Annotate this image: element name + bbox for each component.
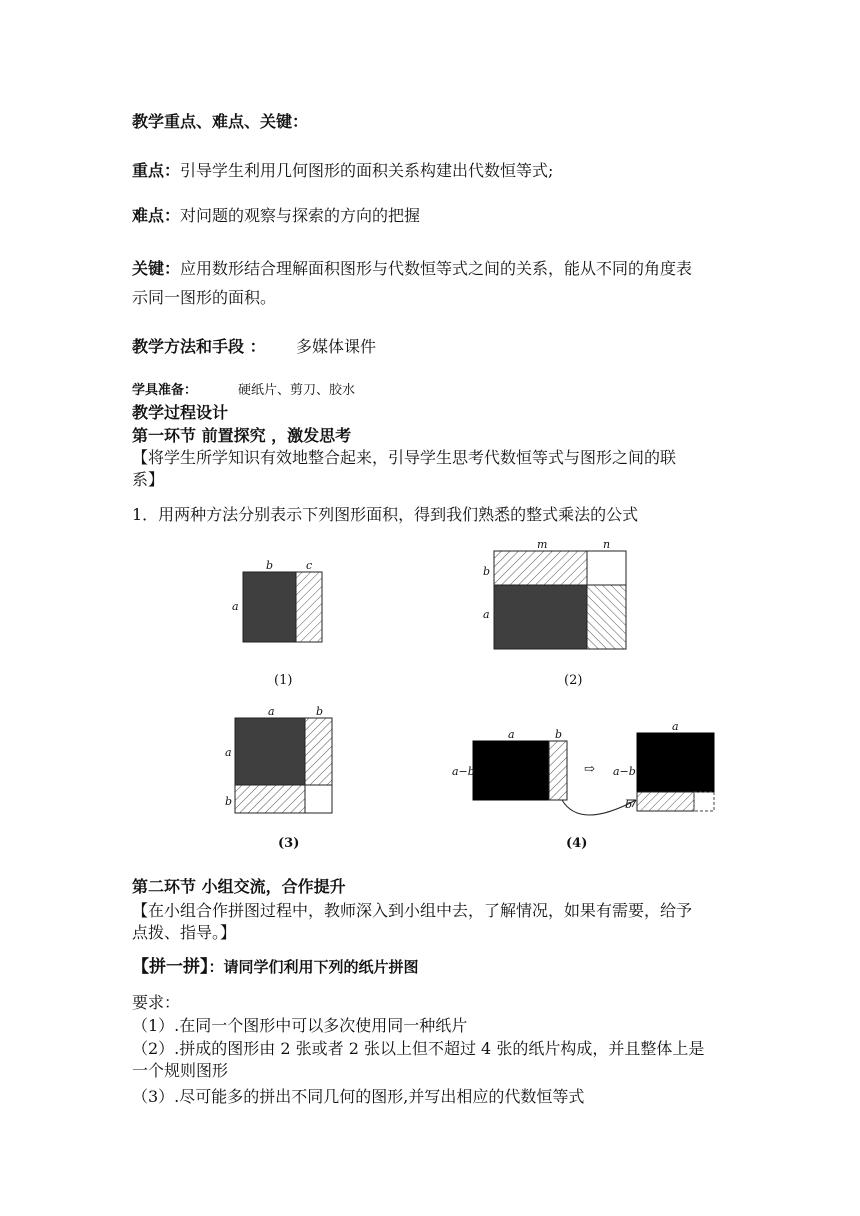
focus-label: 重点： xyxy=(132,161,181,180)
key-label: 关键： xyxy=(132,259,181,278)
process-title: 教学过程设计 xyxy=(132,403,229,422)
fig1-label-c: c xyxy=(306,559,313,572)
fig2-label-b: b xyxy=(483,565,491,578)
section1-note-1: 【将学生所学知识有效地整合起来，引导学生思考代数恒等式与图形之间的联 xyxy=(132,448,677,467)
fig4-label-b2: b xyxy=(625,798,633,811)
fig4-black-rect-right xyxy=(637,733,714,792)
activity-label: 【拼一拼】 xyxy=(132,957,209,977)
fig2-top-hatched xyxy=(494,551,587,585)
fig2-caption: (2) xyxy=(564,673,583,688)
activity-line xyxy=(132,957,419,977)
section2-title: 第二环节 小组交流，合作提升 xyxy=(132,877,346,896)
fig2-right-hatched xyxy=(587,585,626,649)
fig4-arrow: ⇨ xyxy=(584,762,595,777)
requirement-2-line-1: （2）.拼成的图形由 2 张或者 2 张以上但不超过 4 张的纸片构成，并且整体上是 xyxy=(132,1039,705,1058)
focus-text: 引导学生利用几何图形的面积关系构建出代数恒等式; xyxy=(180,161,554,180)
fig1-label-b: b xyxy=(266,559,274,572)
fig4-label-a2: a xyxy=(672,720,679,733)
requirement-2-line-2: 一个规则图形 xyxy=(132,1061,229,1080)
difficulty-label: 难点： xyxy=(132,206,181,225)
fig4-dashed-gap xyxy=(694,792,714,811)
fig3-dark-square xyxy=(235,718,305,785)
figure-1 xyxy=(243,572,322,642)
fig4-label-amb2: a−b xyxy=(613,765,636,778)
fig3-label-b-side: b xyxy=(225,795,233,808)
fig1-dark-rect xyxy=(243,572,296,642)
fig4-hatched-strip xyxy=(549,741,567,800)
fig4-caption: (4) xyxy=(566,836,588,851)
fig1-hatched-rect xyxy=(296,572,322,642)
requirement-3: （3）.尽可能多的拼出不同几何的图形,并写出相应的代数恒等式 xyxy=(132,1087,585,1106)
activity-text: ：请同学们利用下列的纸片拼图 xyxy=(208,958,419,976)
fig1-caption: (1) xyxy=(274,673,293,688)
fig4-label-amb: a−b xyxy=(452,765,475,778)
key-text-2: 示同一图形的面积。 xyxy=(132,288,277,307)
method-text: 多媒体课件 xyxy=(296,337,377,356)
section1-task: 1．用两种方法分别表示下列图形面积，得到我们熟悉的整式乘法的公式 xyxy=(132,505,639,524)
fig2-top-white xyxy=(587,551,626,585)
requirement-1: （1）.在同一个图形中可以多次使用同一种纸片 xyxy=(132,1016,468,1035)
requirements-label: 要求： xyxy=(132,993,181,1012)
section2-note-1: 【在小组合作拼图过程中，教师深入到小组中去，了解情况，如果有需要，给予 xyxy=(132,901,693,920)
fig4-label-a: a xyxy=(508,728,515,741)
fig3-bottom-hatched xyxy=(235,785,305,813)
fig1-label-a: a xyxy=(232,600,239,613)
fig3-caption: (3) xyxy=(278,836,300,851)
section1-title: 第一环节 前置探究 ，激发思考 xyxy=(132,426,352,445)
tools-text: 硬纸片、剪刀、胶水 xyxy=(238,383,356,398)
key-points-heading: 教学重点、难点、关键： xyxy=(132,112,309,131)
fig3-small-square xyxy=(305,785,332,813)
fig4-moved-strip xyxy=(637,792,694,811)
fig4-black-rect-left xyxy=(473,741,549,800)
fig3-label-a-side: a xyxy=(225,746,232,759)
fig2-label-n: n xyxy=(603,538,611,551)
section1-note-2: 系】 xyxy=(132,470,165,489)
fig2-label-m: m xyxy=(537,538,548,551)
fig4-label-b: b xyxy=(555,728,563,741)
difficulty-text: 对问题的观察与探索的方向的把握 xyxy=(180,206,421,225)
fig3-right-hatched xyxy=(305,718,332,785)
method-label: 教学方法和手段 ： xyxy=(132,337,266,356)
fig3-label-a-top: a xyxy=(268,705,275,718)
fig2-dark-rect xyxy=(494,585,587,649)
tools-label: 学具准备： xyxy=(132,383,198,398)
figure-2 xyxy=(494,551,626,649)
fig3-label-b-top: b xyxy=(316,705,324,718)
key-text-1: 应用数形结合理解面积图形与代数恒等式之间的关系，能从不同的角度表 xyxy=(180,259,693,278)
figure-3 xyxy=(235,718,332,813)
fig2-label-a: a xyxy=(483,608,490,621)
section2-note-2: 点拨、指导。】 xyxy=(132,923,237,942)
